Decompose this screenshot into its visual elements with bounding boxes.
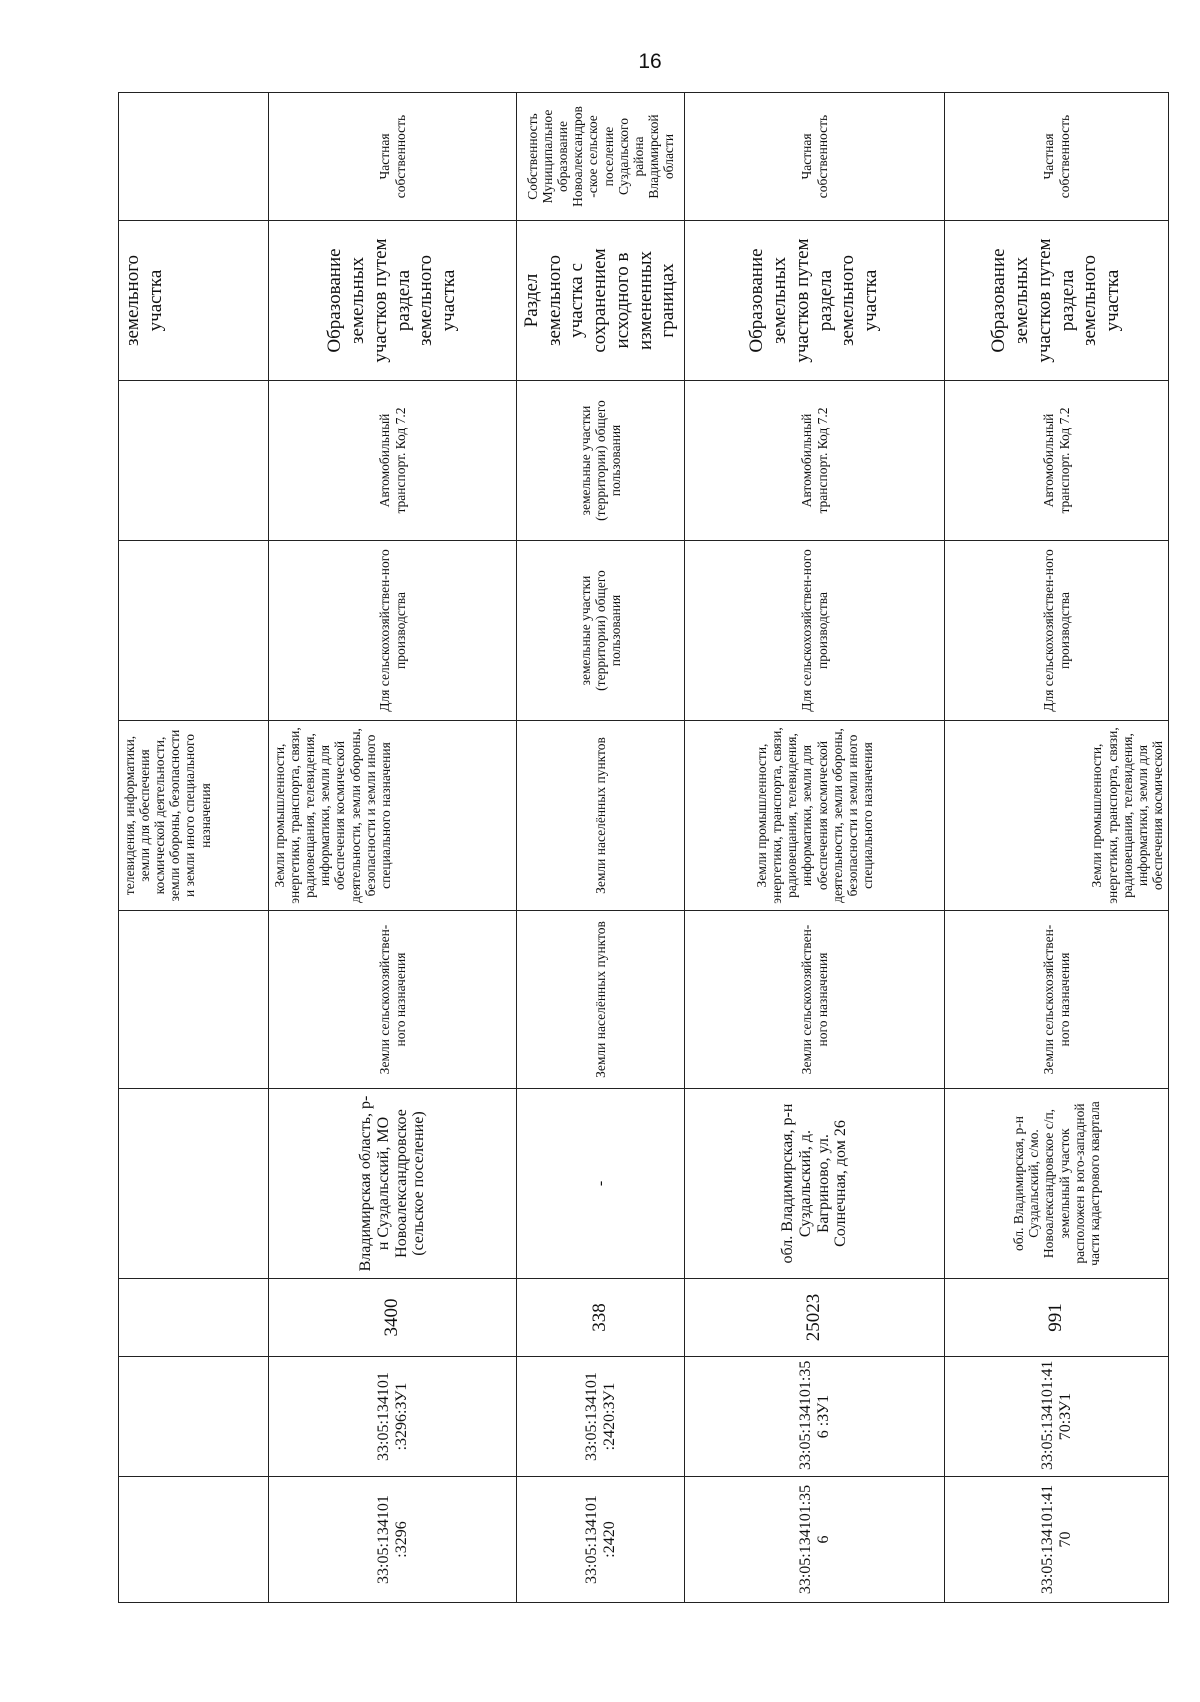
cell-method: Образование земельных участков путем раздела земельного участка xyxy=(269,221,517,381)
cell-current-category: Земли сельскохозяйствен-ного назначения xyxy=(945,911,1169,1089)
cell-current-category: Земли населённых пунктов xyxy=(517,911,685,1089)
cell-ownership: Частная собственность xyxy=(945,93,1169,221)
table-row xyxy=(269,93,517,1603)
cell-new-category: телевидения, информатики, земли для обеспечения космической деятельности, земли обороны, безопасности и земли иного специального назначения xyxy=(119,721,269,911)
cell-new-permitted-use: Автомобильный транспорт. Код 7.2 xyxy=(945,381,1169,541)
cell-address xyxy=(119,1089,269,1279)
cell-cadastral-number: 33:05:134101:35 6 xyxy=(685,1477,945,1603)
cell-new-category: Земли населённых пунктов xyxy=(517,721,685,911)
cell-new-category: Земли промышленности, энергетики, транспорта, связи, радиовещания, телевидения, информатики, земли для обеспечения космической xyxy=(945,721,1169,911)
table-row xyxy=(119,93,269,1603)
cell-method: Образование земельных участков путем раздела земельного участка xyxy=(685,221,945,381)
cell-cadastral-number xyxy=(119,1477,269,1603)
cell-address: обл. Владимирская, р-н Суздальский, с/мо. Новоалександровское с/п, земельный участок расположен в юго-западной части кадастрового квартала xyxy=(945,1089,1169,1279)
cell-cadastral-number: 33:05:134101 :2420 xyxy=(517,1477,685,1603)
cell-ownership: Частная собственность xyxy=(685,93,945,221)
cell-permitted-use: Для сельскохозяйствен-ного производства xyxy=(269,541,517,721)
cell-address: Владимирская область, р-н Суздальский, МО Новоалександровское (сельское поселение) xyxy=(269,1089,517,1279)
cell-ownership xyxy=(119,93,269,221)
cell-new-category: Земли промышленности, энергетики, транспорта, связи, радиовещания, телевидения, информатики, земли для обеспечения космической деятельности, земли обороны, безопасности и земли иного специального назначения xyxy=(685,721,945,911)
cell-ownership: Частная собственность xyxy=(269,93,517,221)
cell-new-permitted-use: Автомобильный транспорт. Код 7.2 xyxy=(685,381,945,541)
cell-new-designation: 33:05:134101 :2420:ЗУ1 xyxy=(517,1357,685,1477)
cell-new-designation: 33:05:134101 :3296:ЗУ1 xyxy=(269,1357,517,1477)
cell-address: - xyxy=(517,1089,685,1279)
cell-area: 338 xyxy=(517,1279,685,1357)
cell-area: 25023 xyxy=(685,1279,945,1357)
cell-new-permitted-use: Автомобильный транспорт. Код 7.2 xyxy=(269,381,517,541)
cell-permitted-use: Для сельскохозяйствен-ного производства xyxy=(685,541,945,721)
page-number: 16 xyxy=(638,50,662,73)
cell-new-permitted-use xyxy=(119,381,269,541)
cell-method: Раздел земельного участка с сохранением исходного в измененных границах xyxy=(517,221,685,381)
cell-area: 991 xyxy=(945,1279,1169,1357)
cell-cadastral-number: 33:05:134101:41 70 xyxy=(945,1477,1169,1603)
land-plots-table xyxy=(118,92,1169,1603)
cell-method: Образование земельных участков путем раздела земельного участка xyxy=(945,221,1169,381)
cell-ownership: Собственность Муниципальное образование Новоалександров -ское сельское поселение Суздальского района Владимирской области xyxy=(517,93,685,221)
cell-permitted-use xyxy=(119,541,269,721)
cell-permitted-use: Для сельскохозяйствен-ного производства xyxy=(945,541,1169,721)
cell-area xyxy=(119,1279,269,1357)
cell-new-designation xyxy=(119,1357,269,1477)
cell-new-designation: 33:05:134101:41 70:ЗУ1 xyxy=(945,1357,1169,1477)
cell-permitted-use: земельные участки (территории) общего пользования xyxy=(517,541,685,721)
cell-current-category xyxy=(119,911,269,1089)
cell-new-category: Земли промышленности, энергетики, транспорта, связи, радиовещания, телевидения, информатики, земли для обеспечения космической деятельности, земли обороны, безопасности и земли иного специального назначения xyxy=(269,721,517,911)
table-row xyxy=(945,93,1169,1603)
cell-current-category: Земли сельскохозяйствен-ного назначения xyxy=(685,911,945,1089)
rotated-table-wrapper xyxy=(118,93,1168,1603)
table-row xyxy=(685,93,945,1603)
cell-method: земельного участка xyxy=(119,221,269,381)
cell-new-permitted-use: земельные участки (территории) общего пользования xyxy=(517,381,685,541)
cell-address: обл. Владимирская, р-н Суздальский, д. Багриново, ул. Солнечная, дом 26 xyxy=(685,1089,945,1279)
cell-new-designation: 33:05:134101:35 6 :ЗУ1 xyxy=(685,1357,945,1477)
cell-current-category: Земли сельскохозяйствен-ного назначения xyxy=(269,911,517,1089)
cell-area: 3400 xyxy=(269,1279,517,1357)
cell-cadastral-number: 33:05:134101 :3296 xyxy=(269,1477,517,1603)
table-row xyxy=(517,93,685,1603)
